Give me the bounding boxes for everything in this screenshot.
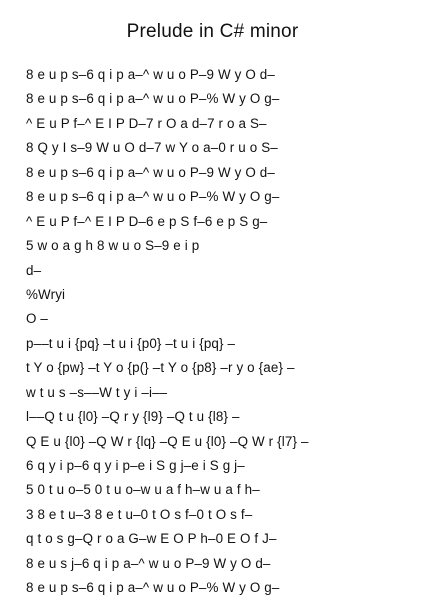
sheet-line-8: 5 w o a g h 8 w u o S–9 e i p bbox=[26, 238, 200, 254]
document-title: Prelude in C# minor bbox=[126, 21, 299, 42]
sheet-line-12: p––t u i {pq} –t u i {p0} –t u i {pq} – bbox=[26, 335, 236, 351]
sheet-line-20: q t o s g–Q r o a G–w E O P h–0 E O f J– bbox=[26, 531, 277, 547]
sheet-line-14: w t u s –s––W t y i –i–– bbox=[26, 384, 168, 400]
sheet-line-11: O – bbox=[26, 311, 49, 327]
sheet-line-15: l––Q t u {l0} –Q r y {l9} –Q t u {l8} – bbox=[26, 409, 240, 425]
sheet-line-21: 8 e u s j–6 q i p a–^ w u o P–9 W y O d– bbox=[26, 555, 271, 571]
sheet-line-19: 3 8 e t u–3 8 e t u–0 t O s f–0 t O s f– bbox=[26, 506, 253, 522]
sheet-line-2: 8 e u p s–6 q i p a–^ w u o P–% W y O g– bbox=[26, 91, 280, 107]
sheet-line-5: 8 e u p s–6 q i p a–^ w u o P–9 W y O d– bbox=[26, 164, 275, 180]
sheet-line-3: ^ E u P f–^ E I P D–7 r O a d–7 r o a S– bbox=[26, 115, 267, 131]
sheet-line-16: Q E u {l0} –Q W r {lq} –Q E u {l0} –Q W r {l7} – bbox=[26, 433, 309, 449]
sheet-line-13: t Y o {pw} –t Y o {p(} –t Y o {p8} –r y o {ae} – bbox=[26, 360, 295, 376]
sheet-line-1: 8 e u p s–6 q i p a–^ w u o P–9 W y O d– bbox=[26, 67, 275, 82]
sheet-line-18: 5 0 t u o–5 0 t u o–w u a f h–w u a f h– bbox=[26, 482, 260, 498]
sheet-lines bbox=[26, 63, 416, 601]
sheet-line-9: d– bbox=[26, 262, 42, 278]
sheet-line-10: %Wryi bbox=[26, 286, 66, 302]
sheet-line-4: 8 Q y I s–9 W u O d–7 w Y o a–0 r u o S– bbox=[26, 140, 278, 156]
sheet-line-17: 6 q y i p–6 q y i p–e i S g j–e i S g j– bbox=[26, 458, 245, 473]
sheet-line-6: 8 e u p s–6 q i p a–^ w u o P–% W y O g– bbox=[26, 189, 280, 205]
sheet-line-22: 8 e u p s–6 q i p a–^ w u o P–% W y O g– bbox=[26, 580, 280, 596]
sheet-line-7: ^ E u P f–^ E I P D–6 e p S f–6 e p S g– bbox=[26, 213, 268, 229]
